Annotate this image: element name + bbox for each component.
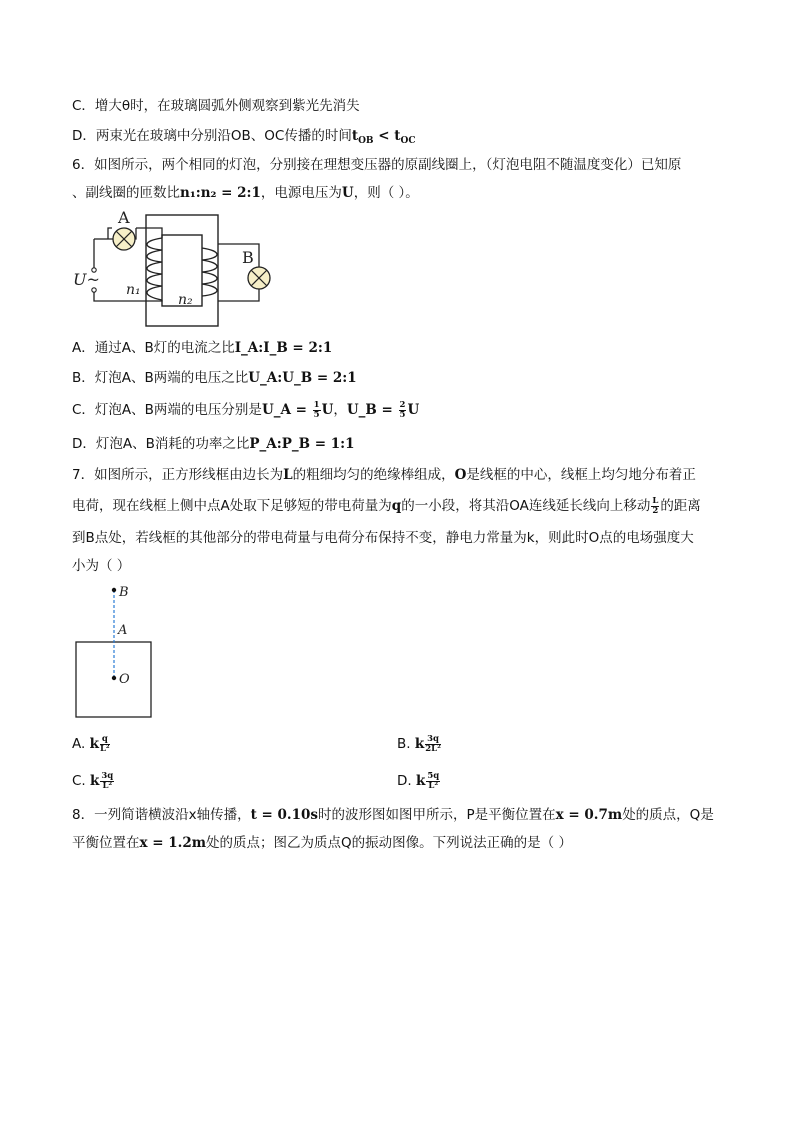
q6-option-d-text: D．灯泡A、B消耗的功率之比 (72, 436, 250, 452)
q6-stem-text: ，电源电压为 (260, 185, 342, 201)
option-fraction (425, 735, 441, 754)
fraction-numerator: 1 (313, 399, 320, 410)
q7-option-b (397, 733, 442, 755)
fraction-numerator: L (652, 495, 659, 506)
fraction-denominator: L² (99, 743, 110, 754)
q8-stem-text: 处的质点；图乙为质点Q的振动图像。下列说法正确的是（ ） (206, 835, 572, 851)
q6-stem-text: ，则（ ）。 (353, 185, 419, 201)
fraction-numerator: 3q (427, 733, 439, 744)
option-letter: A. (72, 736, 86, 752)
option-fraction (100, 735, 110, 754)
fraction-one-fifth (313, 401, 321, 420)
symbol-t: t (394, 128, 401, 144)
q7-symbol-o: O (454, 467, 467, 483)
primary-turns-label: n₁ (126, 282, 141, 298)
q7-stem-text: 的距离 (660, 498, 701, 514)
fraction-numerator: 3q (101, 770, 114, 781)
primary-coil (147, 238, 162, 300)
q6-option-c-ua: U_A = (261, 402, 312, 418)
point-a-label: A (118, 623, 128, 638)
q7-stem-text: 电荷，现在线框上侧中点A处取下足够短的带电荷量为 (72, 498, 392, 514)
q7-stem-line4 (72, 556, 130, 576)
q7-stem-line3 (72, 528, 694, 548)
q8-position-p: x = 0.7m (555, 807, 623, 823)
q6-option-a-text: A．通过A、B灯的电流之比 (72, 340, 235, 356)
subscript-oc: OC (400, 136, 416, 146)
q7-stem-text: 的粗细均匀的绝缘棒组成， (292, 467, 455, 483)
point-b-label: B (119, 585, 129, 600)
subscript-ob: OB (358, 136, 374, 146)
fraction-denominator: 2L² (425, 743, 441, 754)
q5-option-c (72, 96, 360, 116)
lamp-b-icon (248, 267, 270, 289)
fraction-numerator: 2 (399, 399, 406, 410)
option-letter: B. (397, 736, 411, 752)
q7-stem-line1 (72, 465, 696, 485)
q6-option-b-text: B．灯泡A、B两端的电压之比 (72, 370, 249, 386)
q7-option-c (72, 770, 115, 792)
fraction-denominator: L² (428, 780, 439, 791)
secondary-coil (202, 248, 217, 296)
fraction-denominator: 2 (652, 505, 659, 516)
fraction-denominator: L² (102, 780, 113, 791)
relation: < (373, 128, 395, 144)
symbol-k: k (414, 736, 425, 752)
option-letter: D. (397, 773, 412, 789)
lamp-a-icon (113, 228, 135, 250)
q5-option-d (72, 126, 416, 151)
symbol-u: U (407, 402, 420, 418)
q7-stem-text: 小为（ ） (72, 558, 131, 574)
separator: ， (333, 402, 347, 418)
q8-stem-line2 (72, 833, 572, 853)
lamp-a-label: A (118, 208, 130, 227)
q6-stem-line1 (72, 155, 681, 175)
q5-option-d-text: D．两束光在玻璃中分别沿OB、OC传播的时间 (72, 128, 352, 144)
q6-option-c-ub: U_B = (346, 402, 398, 418)
fraction-numerator: 5q (427, 770, 440, 781)
point-o-label: O (119, 672, 130, 687)
q6-transformer-circuit-figure (72, 208, 282, 330)
q8-stem-line1 (72, 805, 714, 825)
q6-stem-text: 、副线圈的匝数比 (72, 185, 180, 201)
q8-stem-text: 时的波形图如图甲所示，P是平衡位置在 (318, 807, 556, 823)
q5-option-d-formula (352, 128, 416, 144)
point-o-dot (112, 676, 116, 680)
q5-option-c-text: C．增大θ时，在玻璃圆弧外侧观察到紫光先消失 (72, 98, 360, 114)
q6-turns-ratio: n₁:n₂ = 2:1 (180, 185, 261, 201)
source-voltage-label: U~ (73, 270, 100, 289)
symbol-k: k (415, 773, 426, 789)
fraction-denominator: 5 (399, 409, 406, 420)
symbol-t: t (351, 128, 359, 144)
q8-stem-text: 平衡位置在 (72, 835, 140, 851)
q6-stem-text: 6．如图所示，两个相同的灯泡，分别接在理想变压器的原副线圈上，（灯泡电阻不随温度变化）已知原 (72, 157, 682, 173)
q6-option-a (72, 338, 332, 358)
q6-option-a-formula: I_A:I_B = 2:1 (234, 340, 333, 356)
q7-square-frame-figure (72, 580, 162, 722)
q6-option-d (72, 434, 355, 454)
q8-stem-text: 8．一列简谐横波沿x轴传播， (72, 807, 251, 823)
q7-option-d (397, 770, 441, 792)
q7-stem-text: 的一小段，将其沿OA连线延长线向上移动 (401, 498, 651, 514)
q6-option-c (72, 400, 419, 420)
q7-stem-line2 (72, 496, 701, 516)
q8-stem-text: 处的质点，Q是 (622, 807, 714, 823)
fraction-l-over-2 (651, 497, 659, 516)
q7-stem-text: 到B点处，若线框的其他部分的带电荷量与电荷分布保持不变，静电力常量为k，则此时O点的电场强度大 (72, 530, 694, 546)
q6-stem-line2 (72, 183, 419, 203)
transformer-core-outer (146, 215, 218, 326)
q8-position-q: x = 1.2m (139, 835, 207, 851)
option-fraction (100, 772, 114, 791)
q6-option-c-text: C．灯泡A、B两端的电压分别是 (72, 402, 262, 418)
q8-time: t = 0.10s (250, 807, 319, 823)
secondary-turns-label: n₂ (178, 292, 193, 308)
q6-voltage-symbol: U (341, 185, 354, 201)
q6-option-b (72, 368, 357, 388)
symbol-k: k (89, 736, 99, 752)
point-b-dot (112, 588, 116, 592)
fraction-denominator: 5 (313, 409, 320, 420)
q6-option-b-formula: U_A:U_B = 2:1 (248, 370, 357, 386)
symbol-u: U (321, 402, 334, 418)
option-letter: C. (72, 773, 86, 789)
lamp-b-label: B (242, 248, 254, 267)
q7-symbol-l: L (283, 467, 293, 483)
q7-symbol-q: q (391, 498, 402, 514)
symbol-k: k (90, 773, 100, 789)
q7-stem-text: 是线框的中心，线框上均匀地分布着正 (466, 467, 696, 483)
option-fraction (426, 772, 440, 791)
fraction-two-fifths (399, 401, 407, 420)
q6-option-d-formula: P_A:P_B = 1:1 (249, 436, 355, 452)
fraction-numerator: q (101, 733, 108, 744)
q7-option-a (72, 733, 111, 755)
q7-stem-text: 7．如图所示，正方形线框由边长为 (72, 467, 284, 483)
